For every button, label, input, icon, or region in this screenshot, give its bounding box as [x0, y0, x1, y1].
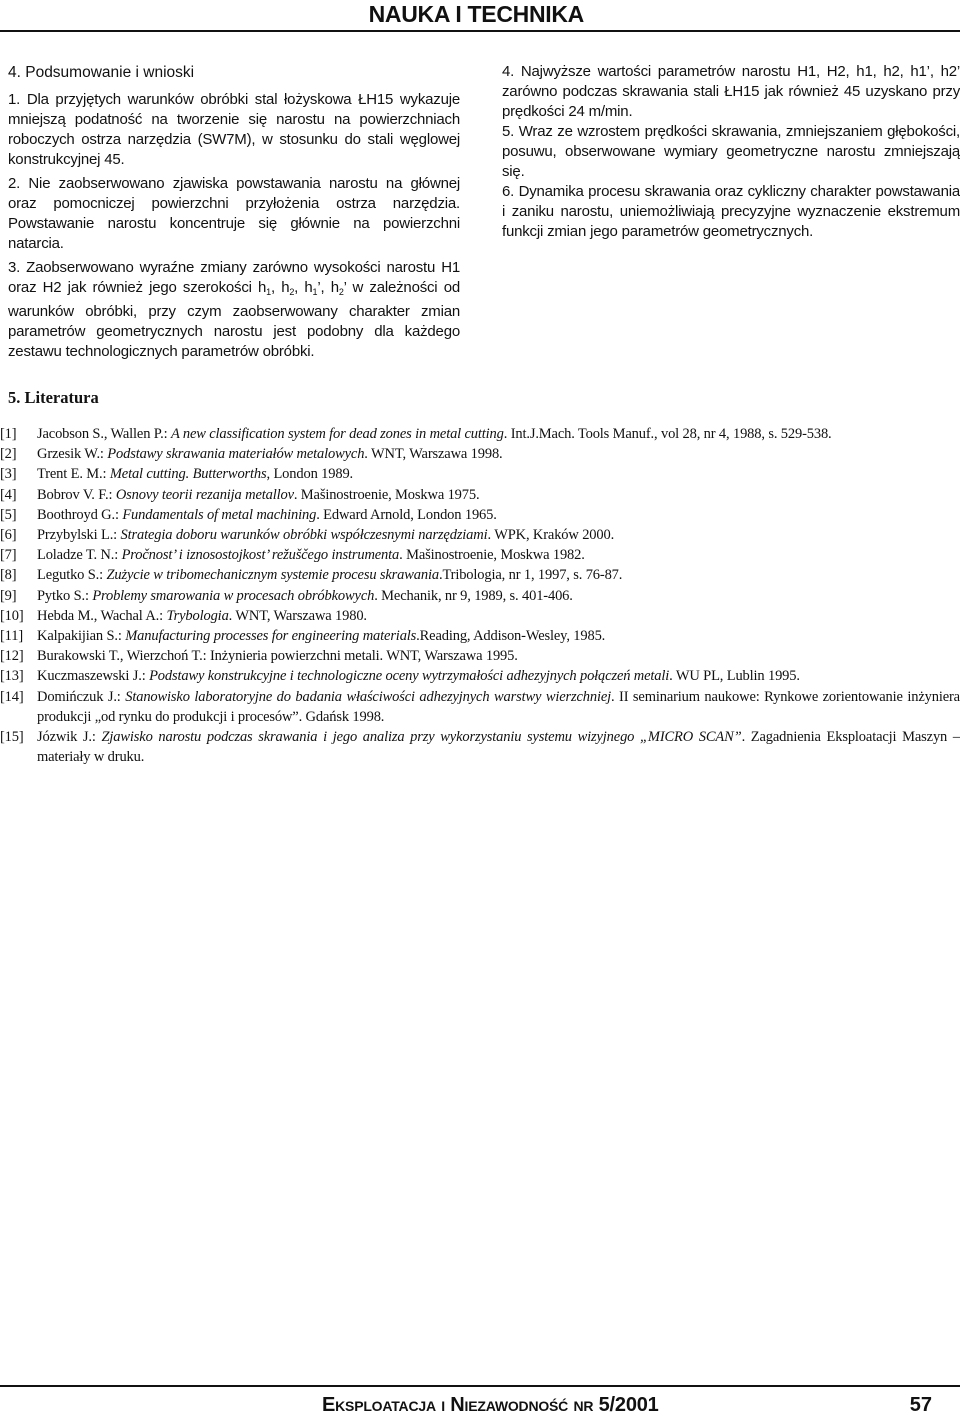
reference-title: Problemy smarowania w procesach obróbkowych: [92, 587, 375, 604]
reference-title: Fundamentals of metal machining: [122, 506, 317, 523]
reference-details: Inżynieria powierzchni metali. WNT, Warszawa 1995.: [209, 648, 518, 665]
reference-title: Pročnost’ i iznosostojkost’ režuščego instrumenta: [121, 547, 400, 564]
reference-number: [8]: [0, 567, 17, 584]
reference-title: Metal cutting. Butterworths: [109, 466, 267, 483]
reference-item: [0, 687, 960, 727]
reference-title: Osnovy teorii rezanija metallov: [115, 486, 294, 503]
header-rule: [0, 30, 960, 32]
page-header-title: NAUKA I TECHNIKA: [368, 1, 584, 27]
reference-number: [9]: [0, 587, 17, 604]
reference-number: [6]: [0, 527, 17, 544]
reference-details: . Edward Arnold, London 1965.: [316, 506, 497, 523]
reference-number: [3]: [0, 466, 17, 483]
reference-item: [0, 727, 960, 767]
subscript: 1: [312, 287, 318, 297]
reference-details: . WU PL, Lublin 1995.: [669, 668, 800, 685]
summary-left-column: [8, 64, 460, 366]
reference-details: . II seminarium naukowe: Rynkowe zorientowanie inżyniera produkcji „od rynku do produkcji i procesów”. Gdańsk 1998.: [37, 688, 960, 725]
reference-number: [4]: [0, 486, 17, 503]
reference-item: [0, 606, 960, 626]
reference-author: Legutko S.:: [37, 567, 107, 584]
reference-author: Bobrov V. F.:: [37, 486, 116, 503]
subscript: 2: [289, 287, 295, 297]
reference-details: . Int.J.Mach. Tools Manuf., vol 28, nr 4, 1988, s. 529-538.: [503, 426, 832, 442]
reference-author: Hebda M., Wachal A.:: [37, 607, 167, 624]
reference-author: Trent E. M.:: [37, 466, 110, 483]
reference-item: [0, 525, 960, 545]
reference-details: . Mechanik, nr 9, 1989, s. 401-406.: [374, 587, 573, 604]
subscript: 2: [338, 287, 344, 297]
reference-number: [15]: [0, 729, 24, 746]
conclusion-6: 6. Dynamika procesu skrawania oraz cykliczny charakter powstawania i zaniku narostu, uniemożliwiają precyzyjne wyznaczenie ekstremum funkcji zmian jego parametrów geometrycznych.: [502, 183, 960, 240]
reference-title: A new classification system for dead zones in metal cutting: [170, 426, 504, 442]
reference-title: Zużycie w tribomechanicznym systemie procesu skrawania: [106, 567, 439, 584]
conclusion-3-text: , h: [270, 279, 290, 296]
reference-item: [0, 666, 960, 686]
reference-details: .Reading, Addison-Wesley, 1985.: [416, 628, 606, 645]
reference-item: [0, 505, 960, 525]
page-number: 57: [909, 1394, 932, 1416]
reference-details: . WNT, Warszawa 1980.: [228, 607, 367, 624]
conclusion-3-text: 3. Zaobserwowano wyraźne zmiany zarówno wysokości narostu H1 oraz H2 jak również jego szerokości h: [8, 259, 460, 296]
reference-item: [0, 485, 960, 505]
reference-title: Trybologia: [166, 607, 229, 624]
reference-number: [5]: [0, 506, 17, 523]
reference-details: . WPK, Kraków 2000.: [487, 527, 615, 544]
reference-item: [0, 464, 960, 484]
conclusion-3-text: , h: [294, 279, 313, 296]
reference-item: [0, 444, 960, 464]
reference-item: [0, 424, 960, 444]
footer-journal: Eksploatacja i Niezawodność nr 5/2001: [322, 1394, 659, 1416]
reference-number: [2]: [0, 446, 17, 463]
reference-number: [7]: [0, 547, 17, 564]
reference-number: [13]: [0, 668, 24, 685]
reference-author: Józwik J.:: [37, 729, 102, 746]
conclusion-1: 1. Dla przyjętych warunków obróbki stal łożyskowa ŁH15 wykazuje mniejszą podatność na tworzenie się narostu na powierzchniach roboczych ostrza narzędzia (SW7M), w stosunku do stali węglowej konstrukcyjnej 45.: [8, 91, 460, 168]
reference-item: [0, 646, 960, 666]
reference-details: .Tribologia, nr 1, 1997, s. 76-87.: [438, 567, 623, 584]
conclusion-4: 4. Najwyższe wartości parametrów narostu H1, H2, h1, h2, h1’, h2’ zarówno podczas skrawania stali ŁH15 jak również 45 uzyskano przy prędkości 24 m/min.: [502, 63, 960, 120]
reference-item: [0, 586, 960, 606]
reference-author: Domińczuk J.:: [37, 688, 126, 705]
reference-author: Pytko S.:: [37, 587, 93, 604]
conclusion-5: 5. Wraz ze wzrostem prędkości skrawania, zmniejszaniem głębokości, posuwu, obserwowane wymiary geometryczne narostu zmniejszają się.: [502, 123, 960, 180]
reference-author: Loladze T. N.:: [37, 547, 122, 564]
conclusion-3-text: ’, h: [317, 279, 339, 296]
reference-item: [0, 545, 960, 565]
conclusion-2: 2. Nie zaobserwowano zjawiska powstawania narostu na głównej oraz pomocniczej powierzchni przyłożenia ostrza narzędzia. Powstawanie narostu koncentruje się głównie na powierzchni natarcia.: [8, 175, 460, 252]
reference-author: Burakowski T., Wierzchoń T.:: [37, 648, 210, 665]
references-list: [0, 424, 960, 767]
reference-details: . Zagadnienia Eksploatacji Maszyn – materiały w druku.: [37, 729, 960, 766]
summary-section-title: 4. Podsumowanie i wnioski: [8, 64, 195, 81]
reference-number: [1]: [0, 426, 17, 442]
reference-number: [11]: [0, 628, 24, 645]
conclusion-3-text: ’ w zależności od warunków obróbki, przy czym zaobserwowany charakter zmian parametrów geometrycznych narostu jest podobny dla każdego zestawu technologicznych parametrów obróbki.: [8, 279, 460, 360]
reference-title: Stanowisko laboratoryjne do badania właściwości adhezyjnych warstwy wierzchniej: [125, 688, 612, 705]
reference-author: Jacobson S., Wallen P.:: [37, 426, 171, 442]
reference-author: Przybylski L.:: [37, 527, 121, 544]
reference-number: [10]: [0, 607, 24, 624]
reference-details: . WNT, Warszawa 1998.: [364, 446, 503, 463]
reference-author: Kuczmaszewski J.:: [37, 668, 150, 685]
reference-author: Grzesik W.:: [37, 446, 108, 463]
reference-details: . Mašinostroenie, Moskwa 1975.: [293, 486, 480, 503]
conclusion-3: [8, 258, 460, 362]
reference-title: Strategia doboru warunków obróbki współczesnymi narzędziami: [120, 527, 488, 544]
reference-title: Zjawisko narostu podczas skrawania i jego analiza przy wykorzystaniu systemu wizyjnego „MICRO SCAN”: [101, 729, 742, 746]
reference-item: [0, 626, 960, 646]
reference-details: , London 1989.: [266, 466, 354, 483]
reference-title: Podstawy skrawania materiałów metalowych: [107, 446, 365, 463]
reference-title: Manufacturing processes for engineering materials: [125, 628, 417, 645]
reference-author: Kalpakijian S.:: [37, 628, 126, 645]
literature-title: 5. Literatura: [8, 388, 99, 407]
reference-author: Boothroyd G.:: [37, 506, 123, 523]
reference-item: [0, 565, 960, 585]
subscript: 1: [266, 287, 271, 297]
reference-title: Podstawy konstrukcyjne i technologiczne oceny wytrzymałości adhezyjnych połączeń metali: [149, 668, 670, 685]
reference-number: [12]: [0, 648, 24, 665]
reference-details: . Mašinostroenie, Moskwa 1982.: [399, 547, 585, 564]
summary-right-column: [502, 62, 960, 242]
reference-number: [14]: [0, 688, 24, 705]
footer-rule: [0, 1385, 960, 1387]
